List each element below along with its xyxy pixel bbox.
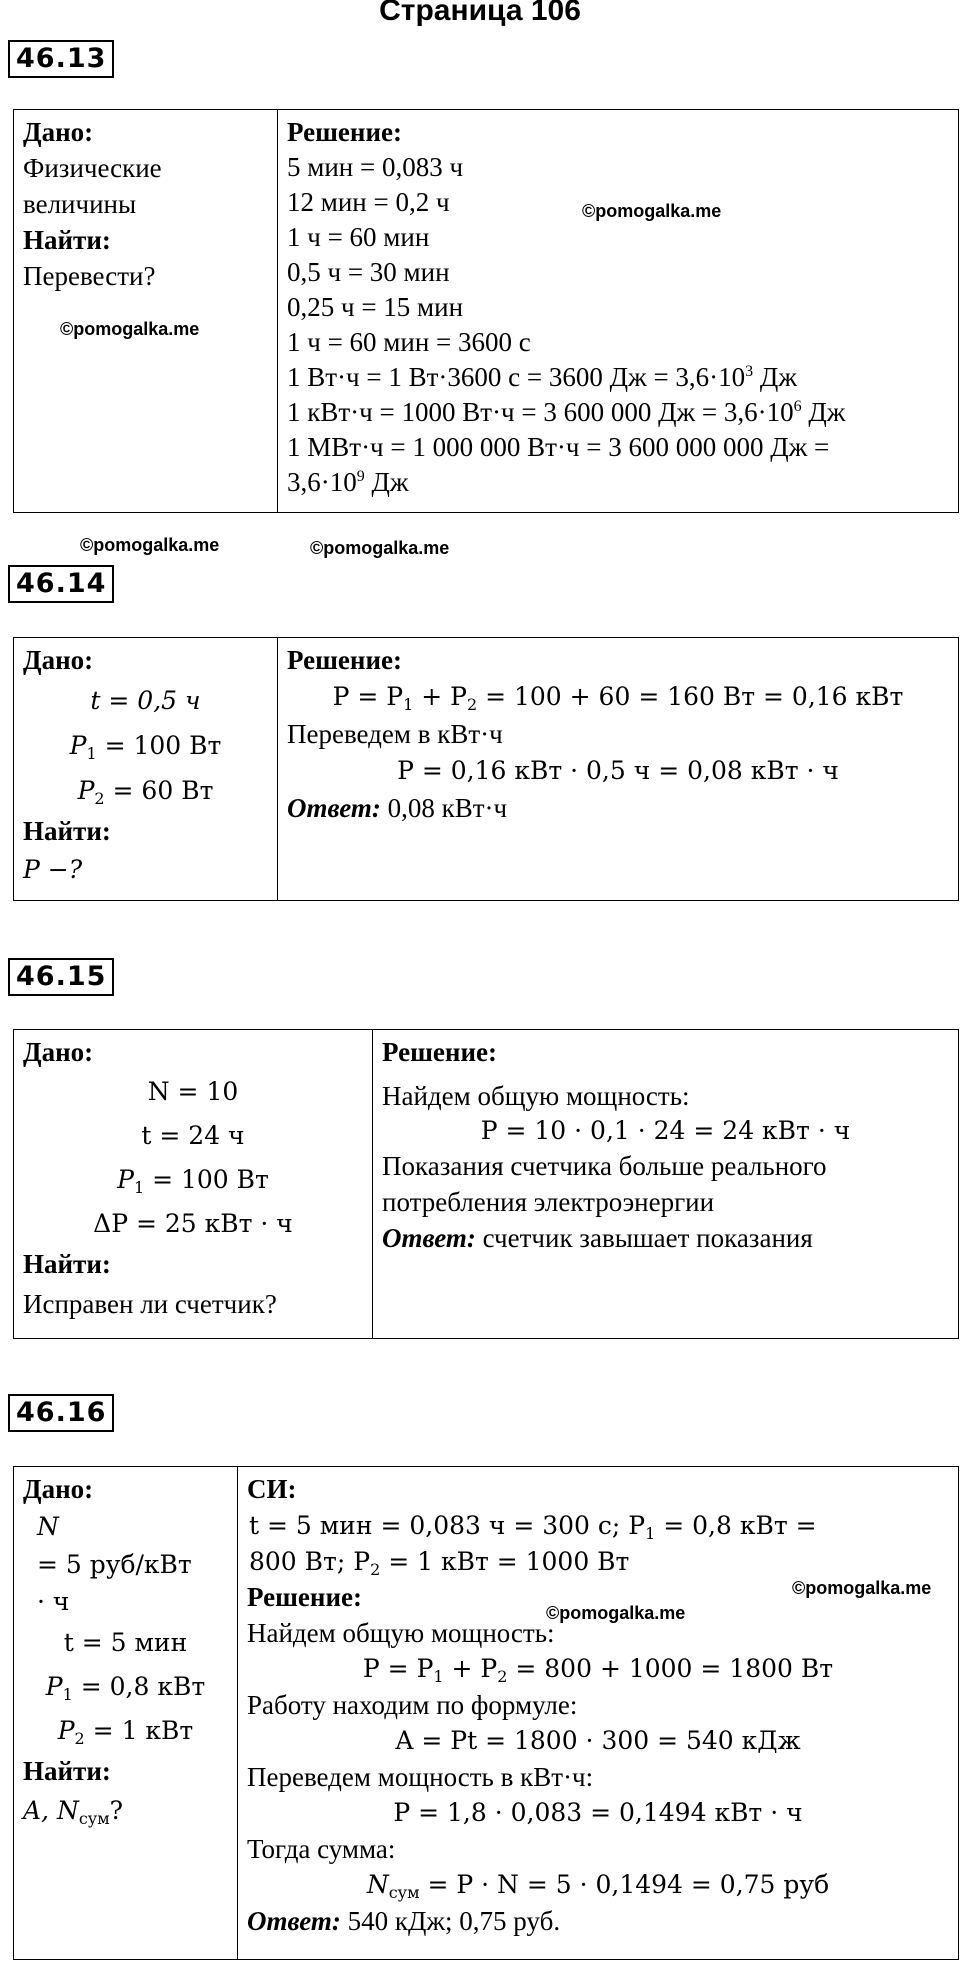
solution-line: Найдем общую мощность: <box>247 1618 555 1648</box>
problem-number-46-14: 46.14 <box>8 565 114 603</box>
solution-heading: Решение: <box>382 1037 497 1067</box>
watermark: ©pomogalka.me <box>80 535 220 555</box>
formula: $N_{сум} = P \cdot N = 5 \cdot 0,1494 = 0,75$ руб <box>366 1870 830 1902</box>
given-column <box>14 638 278 901</box>
solution-line: 12 мин = 0,2 ч <box>287 187 450 217</box>
given-line: t = 0,5 ч <box>90 686 201 715</box>
solution-heading: Решение: <box>287 645 402 675</box>
solution-line: $3,6\cdot 10^9$ Дж <box>287 467 409 497</box>
solution-line: 1 МВт·ч = 1 000 000 Вт·ч = 3 600 000 000 Дж = <box>287 432 830 462</box>
given-column <box>14 1467 238 1960</box>
given-line: N = 10 <box>147 1077 239 1106</box>
given-line: = 5 руб/кВт <box>37 1550 192 1579</box>
problem-46-15-table <box>13 1029 959 1339</box>
solution-column <box>373 1030 959 1339</box>
given-line: $P_2 = 1$ кВт <box>57 1716 194 1748</box>
solution-line: 5 мин = 0,083 ч <box>287 152 464 182</box>
given-line: $P_1 = 0,8$ кВт <box>45 1672 206 1704</box>
given-line: $P_1 = 100$ Вт <box>69 731 222 763</box>
given-line: t = 24 ч <box>141 1121 245 1150</box>
solution-line: 1 Вт·ч = 1 Вт·3600 с = 3600 Дж = $3,6\cdot 10^3$ Дж <box>287 362 797 392</box>
watermark: ©pomogalka.me <box>792 1578 932 1598</box>
answer-line: Ответ: 0,08 кВт·ч <box>287 793 508 823</box>
watermark: ©pomogalka.me <box>582 201 722 221</box>
si-heading: СИ: <box>247 1474 297 1504</box>
solution-line: потребления электроэнергии <box>382 1187 715 1217</box>
solution-line: Переведем мощность в кВт·ч: <box>247 1762 594 1792</box>
answer-line: Ответ: 540 кДж; 0,75 руб. <box>247 1906 561 1936</box>
formula: P = 0,16 кВт · 0,5 ч = 0,08 кВт · ч <box>397 756 839 785</box>
problem-number-46-15: 46.15 <box>8 958 114 996</box>
given-heading: Дано: <box>23 1037 94 1067</box>
problem-number-46-13: 46.13 <box>8 40 114 78</box>
given-line: ΔP = 25 кВт · ч <box>93 1209 293 1238</box>
formula: A = Pt = 1800 · 300 = 540 кДж <box>395 1726 801 1755</box>
given-line: N <box>37 1512 59 1541</box>
find-heading: Найти: <box>23 225 111 255</box>
solution-line: Показания счетчика больше реального <box>382 1151 827 1181</box>
given-column <box>14 1030 373 1339</box>
formula: P = 1,8 · 0,083 = 0,1494 кВт · ч <box>393 1798 803 1827</box>
page-title: Страница 106 <box>379 0 581 27</box>
formula: P = 10 · 0,1 · 24 = 24 кВт · ч <box>480 1116 851 1145</box>
given-heading: Дано: <box>23 117 94 147</box>
solution-line: 0,25 ч = 15 мин <box>287 292 464 322</box>
formula: $P = P_1 + P_2 = 100 + 60 = 160$ Вт = 0,16 кВт <box>332 682 904 714</box>
find-heading: Найти: <box>23 1249 111 1279</box>
given-line: величины <box>23 189 137 219</box>
given-column <box>14 110 278 513</box>
problem-46-13-table <box>13 109 959 513</box>
solution-heading: Решение: <box>287 117 402 147</box>
given-heading: Дано: <box>23 645 94 675</box>
solution-column <box>278 638 959 901</box>
solution-heading: Решение: <box>247 1582 362 1612</box>
watermark: ©pomogalka.me <box>60 319 200 339</box>
solution-line: 1 ч = 60 мин <box>287 222 430 252</box>
given-line: · ч <box>37 1587 70 1616</box>
given-line: Физические <box>23 153 162 183</box>
given-line: t = 5 мин <box>63 1628 188 1657</box>
given-line: $P_1 = 100$ Вт <box>117 1165 269 1197</box>
solution-line: Работу находим по формуле: <box>247 1690 578 1720</box>
find-line: A, $N_{сум}$? <box>23 1796 124 1828</box>
solution-column <box>238 1467 959 1960</box>
find-heading: Найти: <box>23 1756 111 1786</box>
problem-number-46-16: 46.16 <box>8 1394 114 1432</box>
problem-46-14-table <box>13 637 959 901</box>
solution-line: 1 ч = 60 мин = 3600 с <box>287 327 531 357</box>
watermark: ©pomogalka.me <box>546 1603 686 1623</box>
solution-line: 1 кВт·ч = 1000 Вт·ч = 3 600 000 Дж = $3,6\cdot 10^6$ Дж <box>287 397 846 427</box>
watermark: ©pomogalka.me <box>310 538 450 558</box>
find-line: P −? <box>23 855 83 884</box>
solution-line: Найдем общую мощность: <box>382 1081 690 1111</box>
problem-46-16-table <box>13 1466 959 1960</box>
find-heading: Найти: <box>23 816 111 846</box>
solution-line: Тогда сумма: <box>247 1834 396 1864</box>
find-line: Исправен ли счетчик? <box>23 1289 277 1319</box>
solution-column <box>278 110 959 513</box>
solution-line: Переведем в кВт·ч <box>287 719 503 749</box>
answer-line: Ответ: счетчик завышает показания <box>382 1223 813 1253</box>
si-line: 800 Вт; $P_2 = 1$ кВт = 1000 Вт <box>249 1547 630 1579</box>
formula: $P = P_1 + P_2 = 800 + 1000 = 1800$ Вт <box>362 1654 834 1686</box>
given-line: $P_2 = 60$ Вт <box>77 776 214 808</box>
find-line: Перевести? <box>23 261 156 291</box>
solution-line: 0,5 ч = 30 мин <box>287 257 450 287</box>
given-heading: Дано: <box>23 1474 94 1504</box>
si-line: t = 5 мин = 0,083 ч = 300 с; $P_1 = 0,8$ кВт = <box>249 1511 817 1543</box>
